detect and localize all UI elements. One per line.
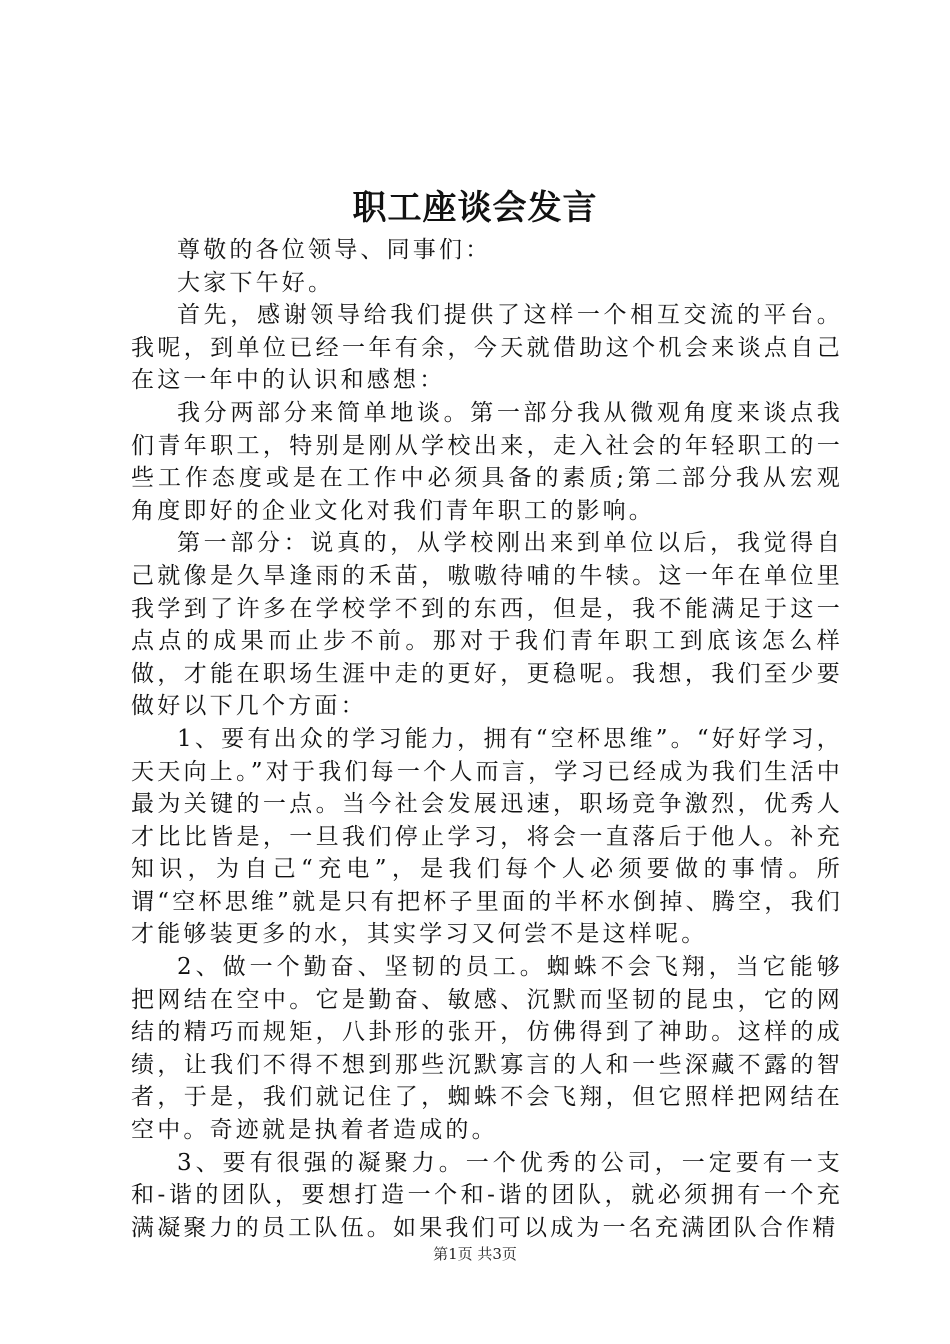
paragraph-point-3: 3、要有很强的凝聚力。一个优秀的公司，一定要有一支和-谐的团队，要想打造一个和-谐的团队，就必须拥有一个充满凝聚力的员工队伍。如果我们可以成为一名充满团队合作精 [131, 1149, 843, 1241]
paragraph-point-1: 1、要有出众的学习能力，拥有“空杯思维”。“好好学习，天天向上。”对于我们每一个人而言，学习已经成为我们生活中最为关键的一点。当今社会发展迅速，职场竞争激烈，优秀人才比比皆是，一旦我们停止学习，将会一直落后于他人。补充知识，为自己“充电”，是我们每个人必须要做的事情。所谓“空杯思维”就是只有把杯子里面的半杯水倒掉、腾空，我们才能够装更多的水，其实学习又何尝不是这样呢。 [131, 725, 843, 948]
paragraph-part-one: 第一部分：说真的，从学校刚出来到单位以后，我觉得自己就像是久旱逢雨的禾苗，嗷嗷待哺的牛犊。这一年在单位里我学到了许多在学校学不到的东西，但是，我不能满足于这一点点的成果而止步不前。那对于我们青年职工到底该怎么样做，才能在职场生涯中走的更好，更稳呢。我想，我们至少要做好以下几个方面： [131, 530, 843, 720]
document-body [131, 234, 843, 1244]
paragraph-intro: 首先，感谢领导给我们提供了这样一个相互交流的平台。我呢，到单位已经一年有余，今天就借助这个机会来谈点自己在这一年中的认识和感想： [131, 302, 843, 394]
page-number-footer: 第1页 共3页 [433, 1245, 517, 1263]
paragraph-point-2: 2、做一个勤奋、坚韧的员工。蜘蛛不会飞翔，当它能够把网结在空中。它是勤奋、敏感、沉默而坚韧的昆虫，它的网结的精巧而规矩，八卦形的张开，仿佛得到了神助。这样的成绩，让我们不得不想到那些沉默寡言的人和一些深藏不露的智者，于是，我们就记住了，蜘蛛不会飞翔，但它照样把网结在空中。奇迹就是执着者造成的。 [131, 954, 843, 1144]
paragraph-salutation: 尊敬的各位领导、同事们： [177, 237, 492, 263]
paragraph-greeting: 大家下午好。 [177, 269, 335, 296]
document-title: 职工座谈会发言 [352, 188, 598, 228]
paragraph-outline: 我分两部分来简单地谈。第一部分我从微观角度来谈点我们青年职工，特别是刚从学校出来，走入社会的年轻职工的一些工作态度或是在工作中必须具备的素质;第二部分我从宏观角度即好的企业文化对我们青年职工的影响。 [131, 399, 843, 524]
